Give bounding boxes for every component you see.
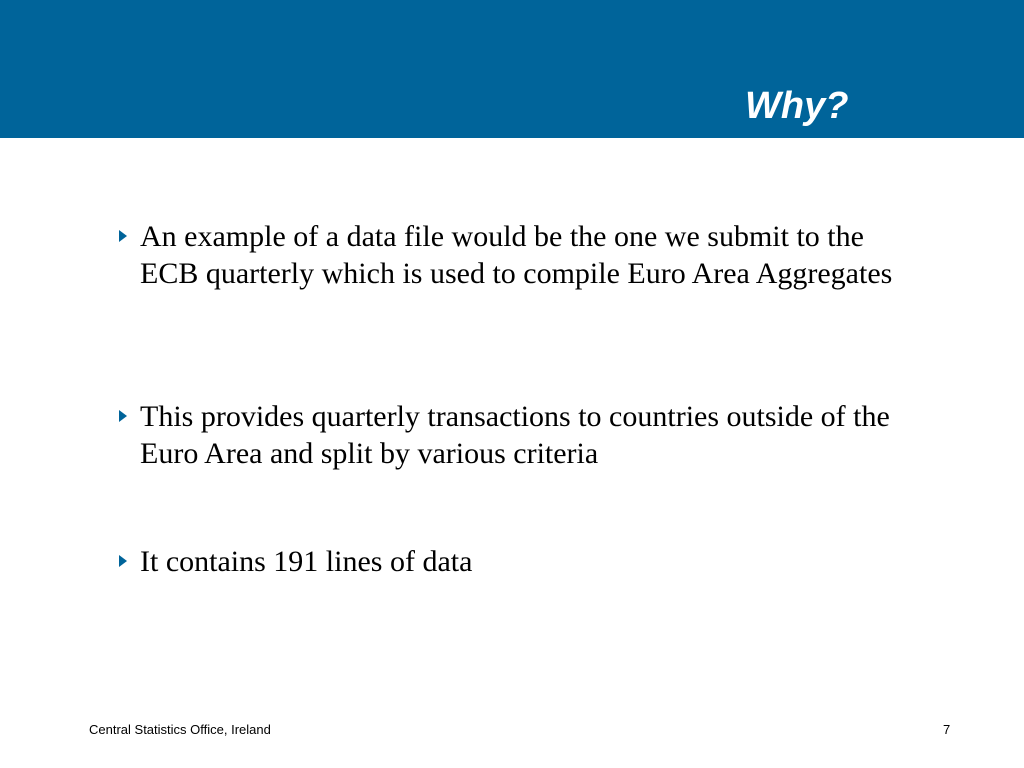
triangle-bullet-icon (119, 230, 127, 242)
slide-title: Why? (745, 85, 849, 127)
triangle-bullet-icon (119, 555, 127, 567)
bullet-text: This provides quarterly transactions to countries outside of the Euro Area and split by various criteria (140, 400, 890, 470)
bullet-item (115, 218, 915, 292)
bullet-item (115, 543, 915, 580)
bullet-item (115, 398, 915, 472)
bullet-text: An example of a data file would be the one we submit to the ECB quarterly which is used to compile Euro Area Aggregates (140, 220, 893, 290)
bullet-text: It contains 191 lines of data (140, 545, 473, 578)
triangle-bullet-icon (119, 410, 127, 422)
header-band (0, 0, 1024, 138)
footer-organization: Central Statistics Office, Ireland (89, 722, 271, 737)
page-number: 7 (943, 722, 951, 737)
